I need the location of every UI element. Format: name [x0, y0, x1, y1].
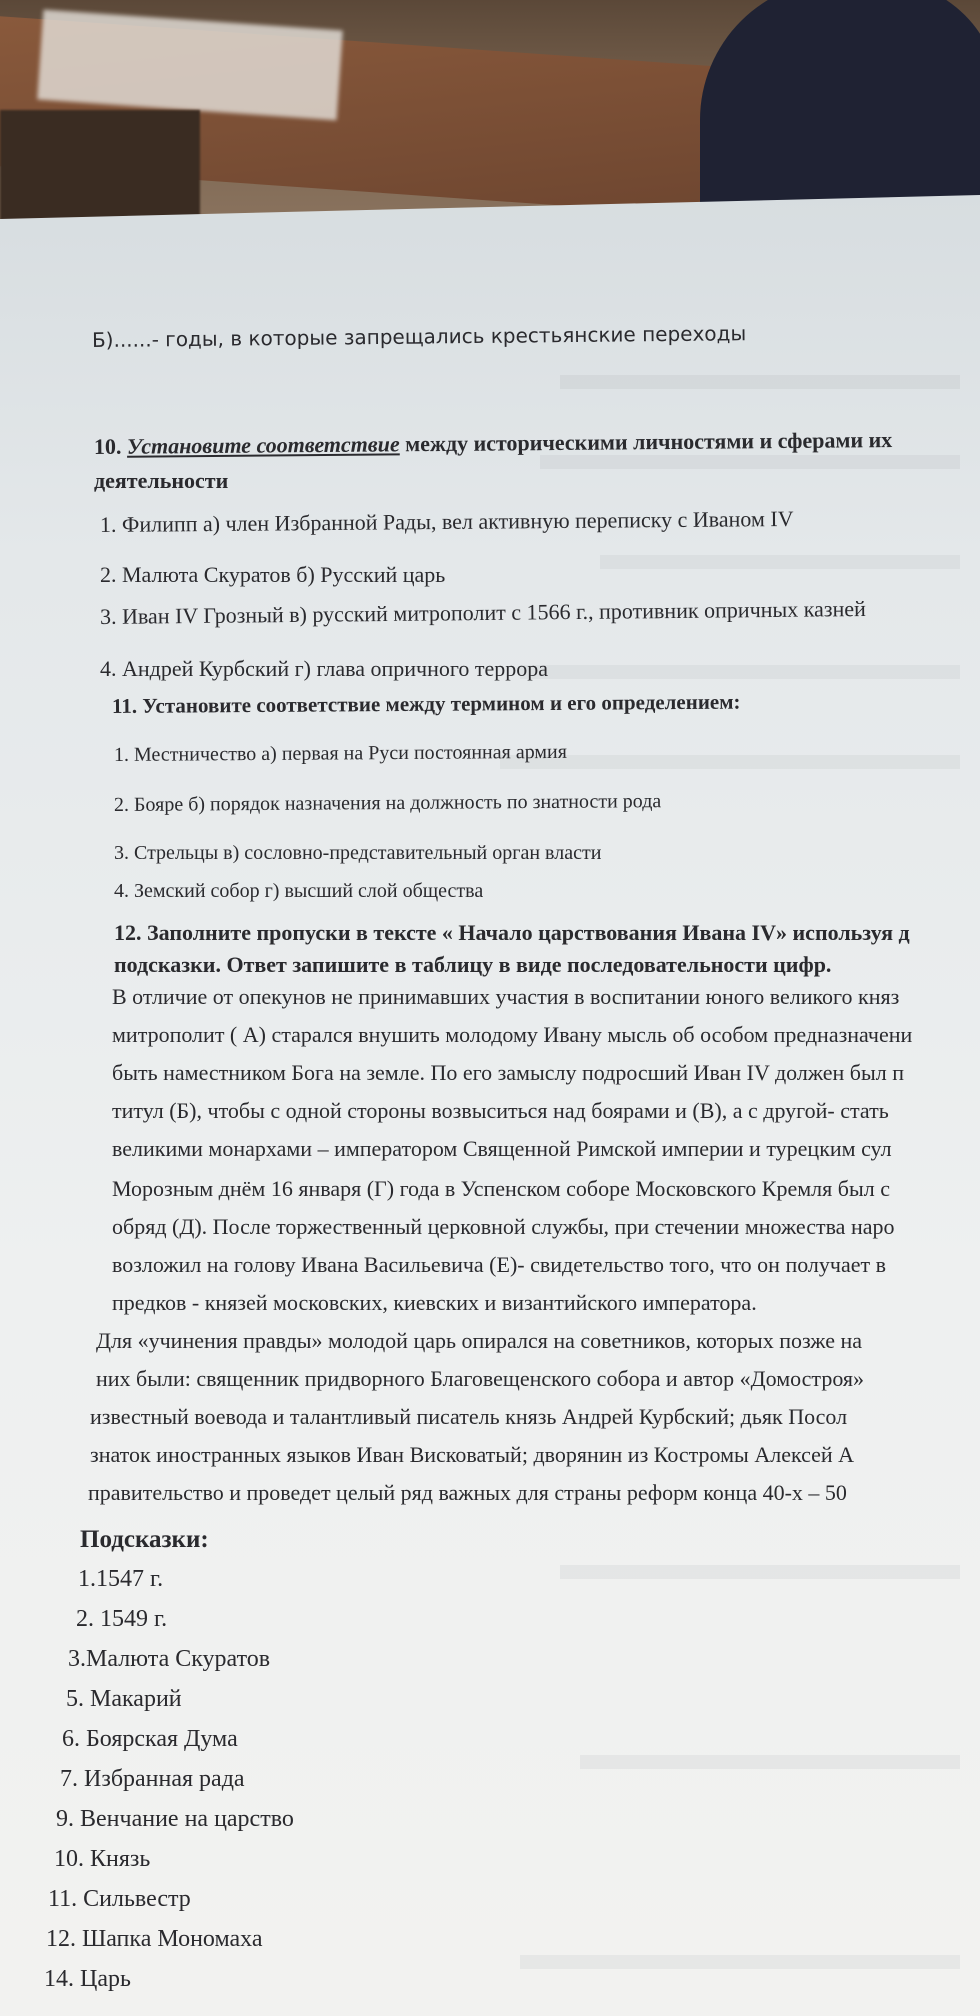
q12-text-line-2: митрополит ( А) старался внушить молодому Ивану мысль об особом предназначени — [112, 1022, 913, 1047]
hint-item-7: 9. Венчание на царство — [56, 1806, 294, 1832]
q12-text-line-5: великими монархами – императором Священной Римской империи и турецким сул — [112, 1136, 892, 1161]
hint-item-6: 7. Избранная рада — [60, 1766, 245, 1792]
q10-item-1: 1. Филипп а) член Избранной Рады, вел активную переписку с Иваном IV — [99, 505, 794, 537]
hint-item-3: 3.Малюта Скуратов — [68, 1646, 271, 1672]
hint-item-10: 12. Шапка Мономаха — [46, 1926, 263, 1952]
q10-title-line2: деятельности — [94, 468, 229, 493]
hint-item-11: 14. Царь — [44, 1966, 131, 1992]
q12-text-line-8: возложил на голову Ивана Васильевича (Е)- свидетельство того, что он получает в — [112, 1252, 887, 1277]
q11-item-1: 1. Местничество а) первая на Руси постоянная армия — [113, 740, 567, 766]
hints-title: Подсказки: — [80, 1526, 209, 1553]
q12-text-line-12: известный воевода и талантливый писатель князь Андрей Курбский; дьяк Посол — [90, 1404, 848, 1429]
q10-item-2: 2. Малюта Скуратов б) Русский царь — [100, 562, 446, 587]
q10-title-rest: между историческими личностями и сферами их — [399, 427, 893, 457]
q12-text-line-4: титул (Б), чтобы с одной стороны возвыситься над боярами и (В), а с другой- стать — [112, 1098, 889, 1123]
q12-title-line1: 12. Заполните пропуски в тексте « Начало царствования Ивана IV» используя д — [114, 920, 910, 945]
q12-text-line-3: быть наместником Бога на земле. По его замыслу подросший Иван IV должен был п — [112, 1060, 905, 1085]
q12-text-line-14: правительство и проведет целый ряд важных для страны реформ конца 40-х – 50 — [88, 1480, 847, 1505]
q12-text-line-10: Для «учинения правды» молодой царь опирался на советников, которых позже на — [96, 1328, 862, 1353]
q10-title-emphasis: Установите соответствие — [126, 431, 400, 459]
hint-item-1: 1.1547 г. — [78, 1566, 164, 1592]
q12-text-line-6: Морозным днём 16 января (Г) года в Успенском соборе Московского Кремля был с — [112, 1176, 890, 1201]
hint-item-5: 6. Боярская Дума — [62, 1726, 238, 1752]
q12-text-line-9: предков - князей московских, киевских и византийского императора. — [112, 1290, 757, 1315]
hint-item-8: 10. Князь — [54, 1846, 151, 1872]
hint-item-4: 5. Макарий — [66, 1686, 182, 1712]
q12-text-line-13: знаток иностранных языков Иван Висковатый; дворянин из Костромы Алексей А — [90, 1442, 855, 1467]
q12-text-line-7: обряд (Д). После торжественный церковной службы, при стечении множества наро — [112, 1214, 895, 1239]
q12-text-line-11: них были: священник придворного Благовещенского собора и автор «Домостроя» — [96, 1366, 865, 1391]
q10-item-3: 3. Иван IV Грозный в) русский митрополит с 1566 г., противник опричных казней — [99, 595, 866, 629]
previous-question-line: Б)......- годы, в которые запрещались крестьянские переходы — [91, 321, 747, 352]
q11-title: 11. Установите соответствие между термином и его определением: — [111, 689, 741, 718]
q10-item-4: 4. Андрей Курбский г) глава опричного террора — [100, 656, 548, 681]
chair — [0, 110, 200, 230]
q11-item-4: 4. Земский собор г) высший слой общества — [114, 880, 484, 902]
hint-item-9: 11. Сильвестр — [48, 1886, 191, 1912]
q12-text-line-1: В отличие от опекунов не принимавших участия в воспитании юного великого княз — [112, 984, 900, 1009]
hint-item-2: 2. 1549 г. — [76, 1606, 168, 1632]
q12-title-line2: подсказки. Ответ запишите в таблицу в виде последовательности цифр. — [114, 952, 832, 977]
q11-item-2: 2. Бояре б) порядок назначения на должность по знатности рода — [113, 790, 662, 816]
q10-number: 10. — [93, 433, 122, 459]
q11-item-3: 3. Стрельцы в) сословно-представительный орган власти — [114, 842, 602, 864]
